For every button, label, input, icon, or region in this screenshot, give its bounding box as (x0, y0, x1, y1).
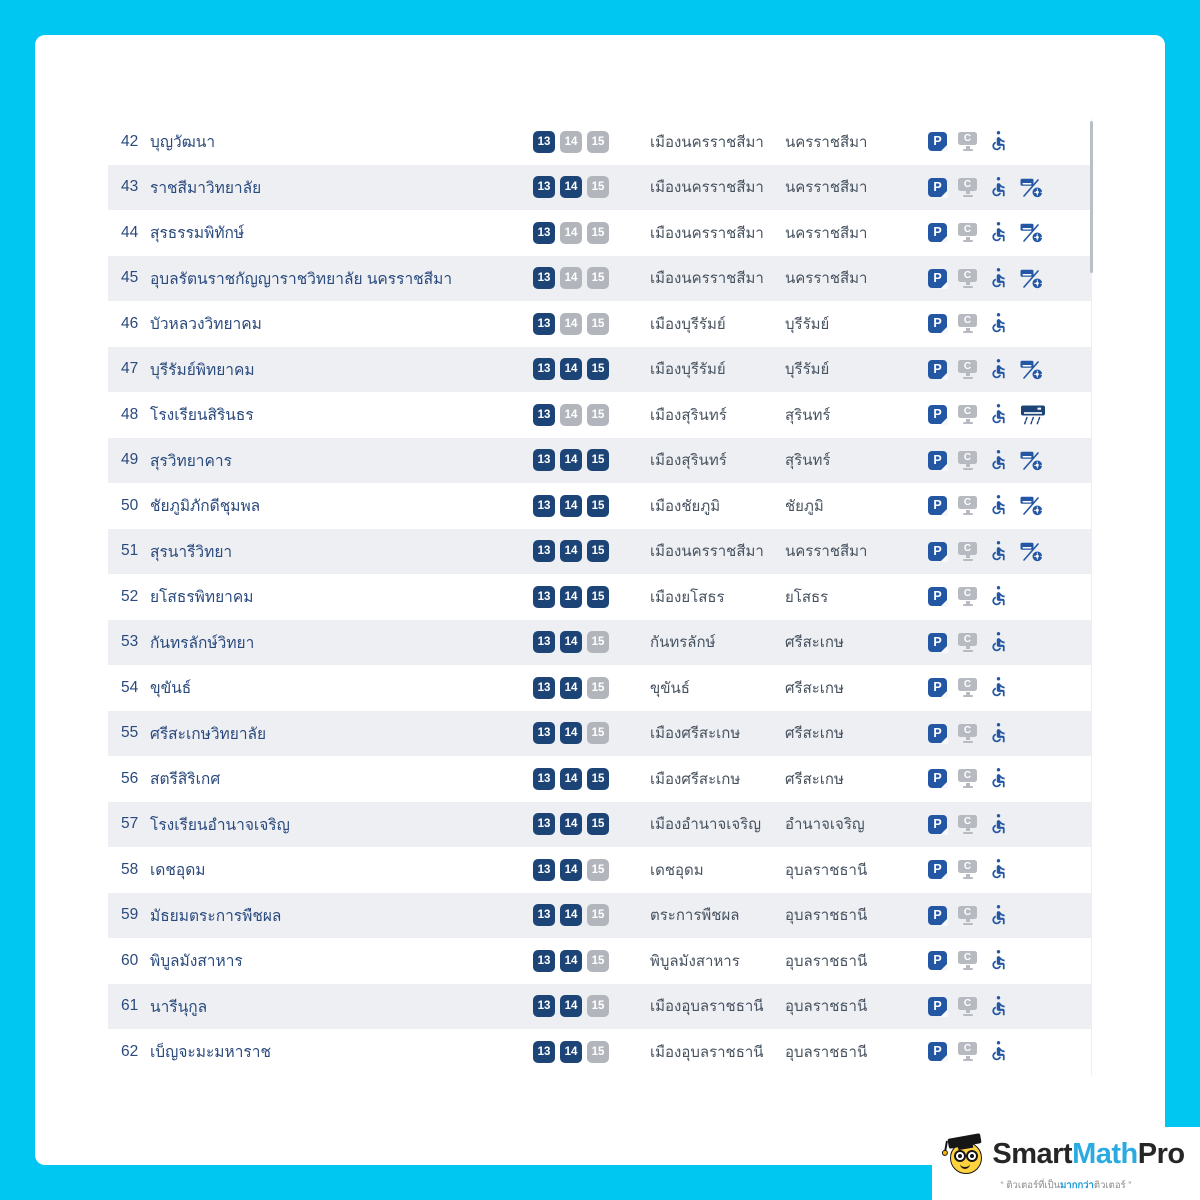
wheelchair-icon (988, 814, 1009, 835)
facility-icons (928, 768, 1091, 789)
province: บุรีรัมย์ (785, 315, 830, 333)
day-badge-14: 14 (560, 313, 582, 335)
wheelchair-icon (988, 859, 1009, 880)
computer-icon: C (958, 451, 977, 470)
district: เมืองอำนาจเจริญ (650, 816, 761, 834)
day-badge-13: 13 (533, 768, 555, 790)
school-name: ราชสีมาวิทยาลัย (150, 179, 262, 197)
parking-icon: P (928, 951, 947, 970)
wheelchair-icon (988, 450, 1009, 471)
school-name: สุรวิทยาคาร (150, 452, 232, 470)
wheelchair-icon (988, 586, 1009, 607)
table-row (108, 392, 1091, 438)
row-number: 46 (121, 314, 139, 332)
parking-icon: P (928, 223, 947, 242)
row-number: 45 (121, 269, 139, 287)
facility-icons (928, 450, 1091, 471)
computer-icon: C (958, 1042, 977, 1061)
row-number: 58 (121, 860, 139, 878)
province: บุรีรัมย์ (785, 361, 830, 379)
computer-icon: C (958, 542, 977, 561)
day-badge-15: 15 (587, 677, 609, 699)
day-badge-15: 15 (587, 950, 609, 972)
province: อุบลราชธานี (785, 998, 868, 1016)
day-badge-13: 13 (533, 904, 555, 926)
school-name: ชัยภูมิภักดีชุมพล (150, 498, 261, 516)
province: นครราชสีมา (785, 270, 868, 288)
province: สุรินทร์ (785, 452, 831, 470)
wheelchair-icon (988, 768, 1009, 789)
smartmathpro-logo (932, 1127, 1200, 1200)
day-badge-13: 13 (533, 176, 555, 198)
district: เมืองสุรินทร์ (650, 452, 727, 470)
day-badge-14: 14 (560, 404, 582, 426)
row-number: 62 (121, 1042, 139, 1060)
day-badge-13: 13 (533, 449, 555, 471)
province: นครราชสีมา (785, 133, 868, 151)
day-badge-13: 13 (533, 495, 555, 517)
day-badge-15: 15 (587, 540, 609, 562)
row-number: 51 (121, 542, 139, 560)
district: เมืองบุรีรัมย์ (650, 315, 726, 333)
logo-mascot-icon (947, 1134, 985, 1174)
day-badge-14: 14 (560, 131, 582, 153)
wheelchair-icon (988, 359, 1009, 380)
parking-icon: P (928, 633, 947, 652)
exam-day-badges (533, 404, 650, 426)
computer-icon: C (958, 314, 977, 333)
district: เดชอุดม (650, 861, 704, 879)
wheelchair-icon (988, 677, 1009, 698)
district: เมืองยโสธร (650, 588, 725, 606)
parking-icon: P (928, 178, 947, 197)
district: เมืองอุบลราชธานี (650, 998, 764, 1016)
school-name: อุบลรัตนราชกัญญาราชวิทยาลัย นครราชสีมา (150, 270, 453, 288)
facility-icons (928, 131, 1091, 152)
day-badge-13: 13 (533, 631, 555, 653)
table-row (108, 711, 1091, 757)
aircon-fan-icon (1020, 495, 1043, 516)
day-badge-14: 14 (560, 222, 582, 244)
wheelchair-icon (988, 905, 1009, 926)
district: เมืองบุรีรัมย์ (650, 361, 726, 379)
wheelchair-icon (988, 268, 1009, 289)
day-badge-13: 13 (533, 677, 555, 699)
facility-icons (928, 859, 1091, 880)
computer-icon: C (958, 997, 977, 1016)
day-badge-14: 14 (560, 176, 582, 198)
district: เมืองนครราชสีมา (650, 133, 764, 151)
day-badge-15: 15 (587, 313, 609, 335)
district: เมืองนครราชสีมา (650, 224, 764, 242)
parking-icon: P (928, 815, 947, 834)
day-badge-14: 14 (560, 904, 582, 926)
day-badge-14: 14 (560, 358, 582, 380)
day-badge-15: 15 (587, 358, 609, 380)
exam-day-badges (533, 950, 650, 972)
table-row (108, 756, 1091, 802)
province: นครราชสีมา (785, 224, 868, 242)
wheelchair-icon (988, 222, 1009, 243)
day-badge-15: 15 (587, 267, 609, 289)
province: อุบลราชธานี (785, 1043, 868, 1061)
school-name: บุรีรัมย์พิทยาคม (150, 361, 255, 379)
province: สุรินทร์ (785, 406, 831, 424)
exam-day-badges (533, 131, 650, 153)
facility-icons (928, 268, 1091, 289)
province: ยโสธร (785, 588, 829, 606)
table-row (108, 119, 1091, 165)
row-number: 54 (121, 678, 139, 696)
school-name: โรงเรียนสิรินธร (150, 407, 254, 425)
table-row (108, 301, 1091, 347)
school-name: สุรธรรมพิทักษ์ (150, 225, 245, 243)
province: ศรีสะเกษ (785, 634, 844, 652)
row-number: 59 (121, 906, 139, 924)
table-row (108, 347, 1091, 393)
computer-icon: C (958, 815, 977, 834)
wheelchair-icon (988, 177, 1009, 198)
parking-icon: P (928, 860, 947, 879)
day-badge-15: 15 (587, 404, 609, 426)
wheelchair-icon (988, 131, 1009, 152)
aircon-fan-icon (1020, 177, 1043, 198)
computer-icon: C (958, 633, 977, 652)
aircon-fan-icon (1020, 268, 1043, 289)
table-row (108, 529, 1091, 575)
district: เมืองศรีสะเกษ (650, 770, 741, 788)
table-row (108, 938, 1091, 984)
day-badge-14: 14 (560, 722, 582, 744)
district: เมืองนครราชสีมา (650, 179, 764, 197)
province: ศรีสะเกษ (785, 679, 844, 697)
school-name: เดชอุดม (150, 862, 206, 880)
computer-icon: C (958, 496, 977, 515)
computer-icon: C (958, 132, 977, 151)
day-badge-14: 14 (560, 586, 582, 608)
day-badge-13: 13 (533, 267, 555, 289)
day-badge-14: 14 (560, 267, 582, 289)
parking-icon: P (928, 496, 947, 515)
row-number: 60 (121, 951, 139, 969)
table-row (108, 893, 1091, 939)
facility-icons (928, 541, 1091, 562)
day-badge-13: 13 (533, 995, 555, 1017)
day-badge-15: 15 (587, 495, 609, 517)
district: เมืองนครราชสีมา (650, 270, 764, 288)
computer-icon: C (958, 405, 977, 424)
district: เมืองอุบลราชธานี (650, 1043, 764, 1061)
table-row (108, 984, 1091, 1030)
computer-icon: C (958, 906, 977, 925)
facility-icons (928, 723, 1091, 744)
school-name: บัวหลวงวิทยาคม (150, 316, 262, 334)
day-badge-15: 15 (587, 586, 609, 608)
row-number: 56 (121, 769, 139, 787)
table-row (108, 165, 1091, 211)
wheelchair-icon (988, 723, 1009, 744)
table-row (108, 665, 1091, 711)
facility-icons (928, 586, 1091, 607)
parking-icon: P (928, 678, 947, 697)
computer-icon: C (958, 360, 977, 379)
facility-icons (928, 359, 1091, 380)
facility-icons (928, 177, 1091, 198)
aircon-fan-icon (1020, 541, 1043, 562)
table-row (108, 210, 1091, 256)
exam-day-badges (533, 176, 650, 198)
parking-icon: P (928, 314, 947, 333)
row-number: 52 (121, 587, 139, 605)
row-number: 53 (121, 633, 139, 651)
day-badge-14: 14 (560, 1041, 582, 1063)
day-badge-15: 15 (587, 631, 609, 653)
district: ขุขันธ์ (650, 679, 690, 697)
province: ศรีสะเกษ (785, 770, 844, 788)
computer-icon: C (958, 269, 977, 288)
content-page (35, 35, 1165, 1165)
exam-day-badges (533, 495, 650, 517)
aircon-fan-icon (1020, 359, 1043, 380)
province: นครราชสีมา (785, 179, 868, 197)
computer-icon: C (958, 587, 977, 606)
computer-icon: C (958, 178, 977, 197)
school-name: พิบูลมังสาหาร (150, 953, 243, 971)
exam-day-badges (533, 1041, 650, 1063)
school-name: ยโสธรพิทยาคม (150, 589, 254, 607)
day-badge-14: 14 (560, 813, 582, 835)
table-row (108, 1029, 1091, 1075)
parking-icon: P (928, 769, 947, 788)
table-row (108, 574, 1091, 620)
logo-wordmark: SmartMathPro (992, 1137, 1185, 1170)
day-badge-13: 13 (533, 1041, 555, 1063)
day-badge-15: 15 (587, 722, 609, 744)
row-number: 43 (121, 178, 139, 196)
day-badge-13: 13 (533, 222, 555, 244)
parking-icon: P (928, 587, 947, 606)
day-badge-15: 15 (587, 131, 609, 153)
facility-icons (928, 950, 1091, 971)
day-badge-15: 15 (587, 176, 609, 198)
exam-day-badges (533, 267, 650, 289)
exam-day-badges (533, 904, 650, 926)
table-row (108, 620, 1091, 666)
computer-icon: C (958, 860, 977, 879)
facility-icons (928, 404, 1091, 426)
exam-day-badges (533, 358, 650, 380)
parking-icon: P (928, 542, 947, 561)
province: อุบลราชธานี (785, 861, 868, 879)
row-number: 55 (121, 724, 139, 742)
day-badge-13: 13 (533, 859, 555, 881)
facility-icons (928, 905, 1091, 926)
district: เมืองชัยภูมิ (650, 497, 721, 515)
table-row (108, 802, 1091, 848)
province: อำนาจเจริญ (785, 816, 865, 834)
parking-icon: P (928, 269, 947, 288)
day-badge-13: 13 (533, 313, 555, 335)
logo-tagline: “ ติวเตอร์ที่เป็นมากกว่าติวเตอร์ ” (1000, 1180, 1132, 1191)
parking-icon: P (928, 405, 947, 424)
school-name: มัธยมตระการพืชผล (150, 907, 282, 925)
wheelchair-icon (988, 996, 1009, 1017)
day-badge-13: 13 (533, 586, 555, 608)
school-name: เบ็ญจะมะมหาราช (150, 1044, 271, 1062)
facility-icons (928, 1041, 1091, 1062)
day-badge-15: 15 (587, 859, 609, 881)
district: เมืองศรีสะเกษ (650, 725, 741, 743)
school-name: กันทรลักษ์วิทยา (150, 634, 255, 652)
day-badge-13: 13 (533, 722, 555, 744)
day-badge-15: 15 (587, 904, 609, 926)
facility-icons (928, 495, 1091, 516)
aircon-unit-icon (1020, 404, 1046, 426)
province: ชัยภูมิ (785, 497, 824, 515)
day-badge-13: 13 (533, 131, 555, 153)
province: อุบลราชธานี (785, 907, 868, 925)
school-name: ศรีสะเกษวิทยาลัย (150, 725, 267, 743)
row-number: 49 (121, 451, 139, 469)
table-row (108, 847, 1091, 893)
province: อุบลราชธานี (785, 952, 868, 970)
district: ตระการพืชผล (650, 907, 740, 925)
facility-icons (928, 222, 1091, 243)
day-badge-15: 15 (587, 995, 609, 1017)
day-badge-13: 13 (533, 950, 555, 972)
exam-day-badges (533, 540, 650, 562)
parking-icon: P (928, 360, 947, 379)
day-badge-14: 14 (560, 449, 582, 471)
exam-day-badges (533, 768, 650, 790)
school-name: โรงเรียนอำนาจเจริญ (150, 816, 290, 834)
province: ศรีสะเกษ (785, 725, 844, 743)
wheelchair-icon (988, 1041, 1009, 1062)
day-badge-14: 14 (560, 995, 582, 1017)
parking-icon: P (928, 132, 947, 151)
day-badge-14: 14 (560, 495, 582, 517)
table-row (108, 483, 1091, 529)
wheelchair-icon (988, 950, 1009, 971)
exam-day-badges (533, 859, 650, 881)
exam-day-badges (533, 586, 650, 608)
district: กันทรลักษ์ (650, 634, 716, 652)
day-badge-15: 15 (587, 1041, 609, 1063)
facility-icons (928, 677, 1091, 698)
computer-icon: C (958, 223, 977, 242)
facility-icons (928, 814, 1091, 835)
facility-icons (928, 632, 1091, 653)
exam-day-badges (533, 813, 650, 835)
parking-icon: P (928, 724, 947, 743)
school-name: ขุขันธ์ (150, 680, 192, 698)
row-number: 42 (121, 132, 139, 150)
day-badge-14: 14 (560, 540, 582, 562)
parking-icon: P (928, 451, 947, 470)
computer-icon: C (958, 678, 977, 697)
scrollbar-thumb[interactable] (1090, 121, 1093, 273)
day-badge-15: 15 (587, 222, 609, 244)
computer-icon: C (958, 724, 977, 743)
row-number: 48 (121, 405, 139, 423)
exam-day-badges (533, 995, 650, 1017)
school-name: บุญวัฒนา (150, 134, 216, 152)
exam-day-badges (533, 222, 650, 244)
day-badge-14: 14 (560, 950, 582, 972)
province: นครราชสีมา (785, 543, 868, 561)
aircon-fan-icon (1020, 222, 1043, 243)
day-badge-13: 13 (533, 540, 555, 562)
day-badge-14: 14 (560, 677, 582, 699)
exam-day-badges (533, 313, 650, 335)
exam-centers-table (108, 119, 1092, 1075)
wheelchair-icon (988, 313, 1009, 334)
district: พิบูลมังสาหาร (650, 952, 740, 970)
day-badge-15: 15 (587, 449, 609, 471)
school-name: นารีนุกูล (150, 998, 208, 1016)
computer-icon: C (958, 769, 977, 788)
day-badge-15: 15 (587, 813, 609, 835)
exam-day-badges (533, 677, 650, 699)
facility-icons (928, 313, 1091, 334)
exam-day-badges (533, 449, 650, 471)
facility-icons (928, 996, 1091, 1017)
wheelchair-icon (988, 495, 1009, 516)
district: เมืองนครราชสีมา (650, 543, 764, 561)
row-number: 57 (121, 815, 139, 833)
day-badge-13: 13 (533, 404, 555, 426)
parking-icon: P (928, 1042, 947, 1061)
school-name: สตรีสิริเกศ (150, 771, 221, 789)
day-badge-14: 14 (560, 768, 582, 790)
day-badge-14: 14 (560, 631, 582, 653)
row-number: 47 (121, 360, 139, 378)
aircon-fan-icon (1020, 450, 1043, 471)
table-row (108, 438, 1091, 484)
computer-icon: C (958, 951, 977, 970)
wheelchair-icon (988, 632, 1009, 653)
day-badge-15: 15 (587, 768, 609, 790)
day-badge-14: 14 (560, 859, 582, 881)
table-row (108, 256, 1091, 302)
wheelchair-icon (988, 404, 1009, 425)
parking-icon: P (928, 906, 947, 925)
exam-day-badges (533, 722, 650, 744)
parking-icon: P (928, 997, 947, 1016)
district: เมืองสุรินทร์ (650, 406, 727, 424)
row-number: 44 (121, 223, 139, 241)
row-number: 50 (121, 496, 139, 514)
day-badge-13: 13 (533, 358, 555, 380)
row-number: 61 (121, 997, 139, 1015)
school-name: สุรนารีวิทยา (150, 543, 233, 561)
day-badge-13: 13 (533, 813, 555, 835)
wheelchair-icon (988, 541, 1009, 562)
exam-day-badges (533, 631, 650, 653)
